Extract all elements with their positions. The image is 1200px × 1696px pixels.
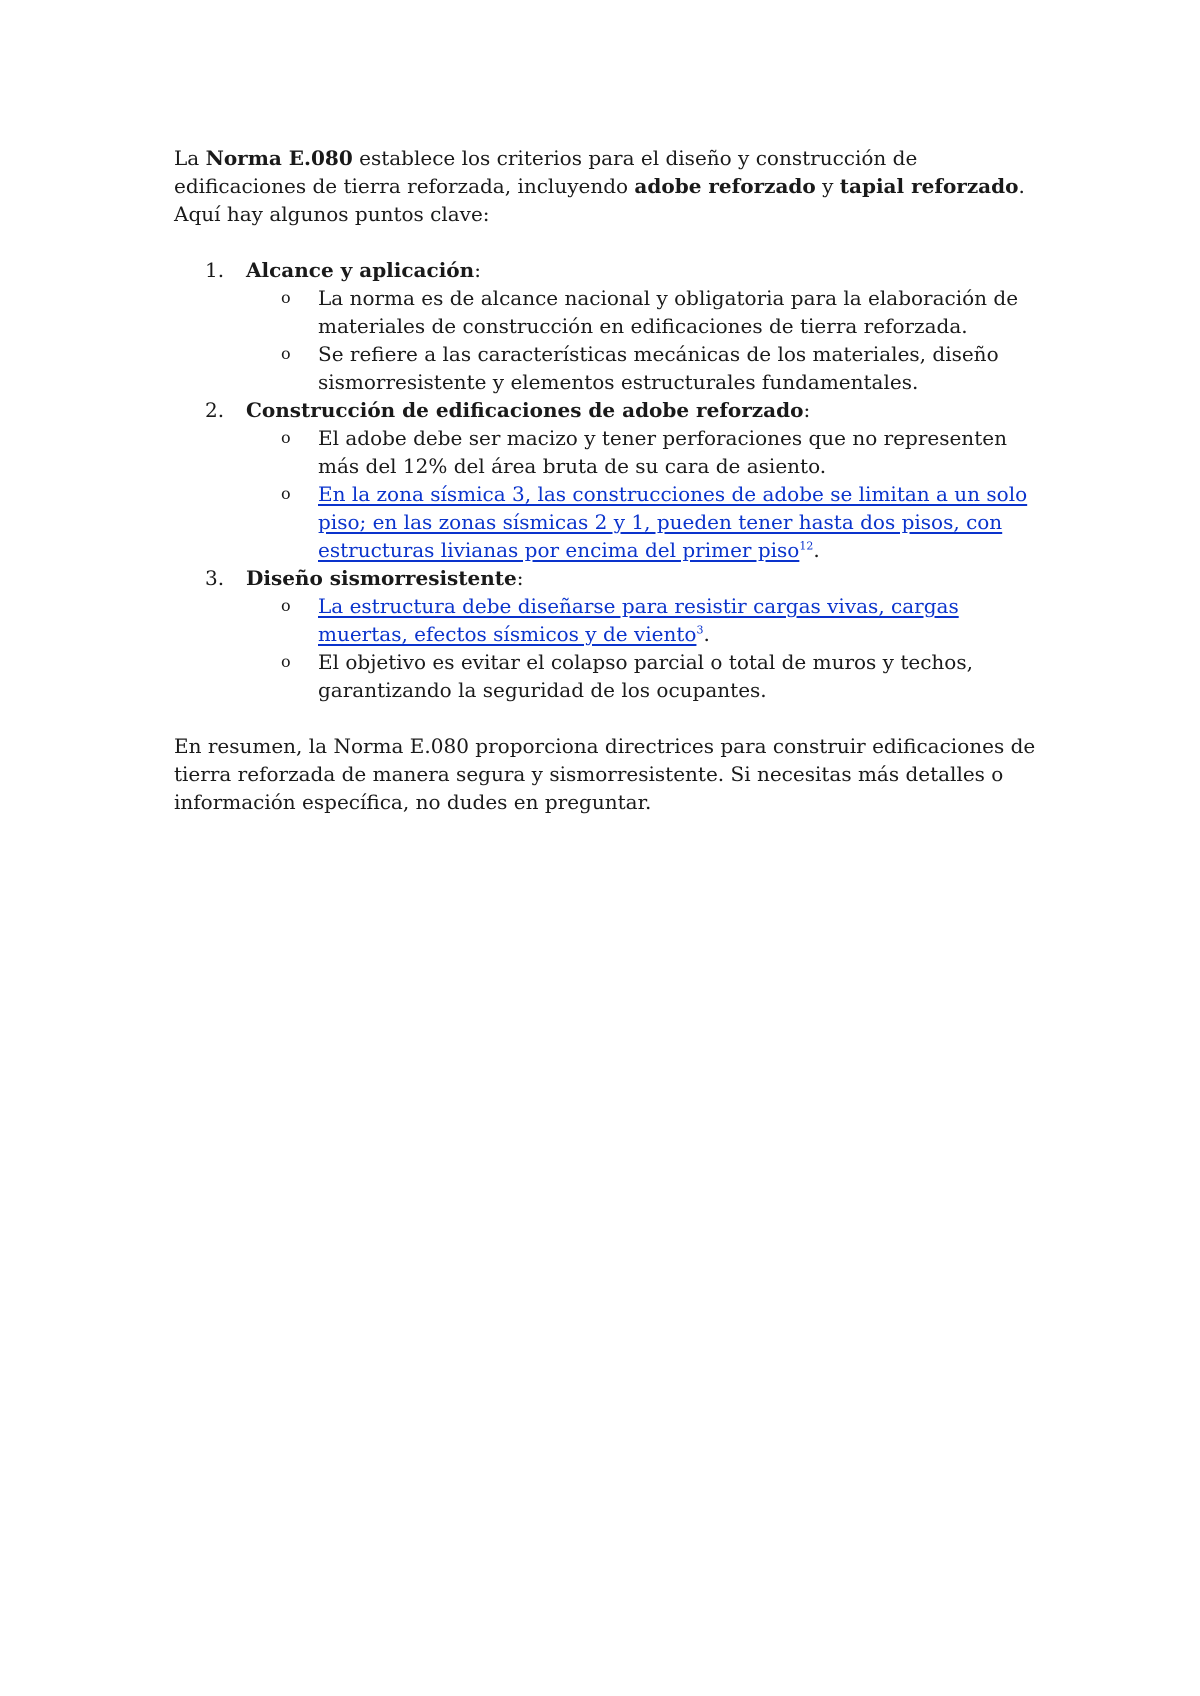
intro-text-3: y (815, 174, 840, 198)
document-page (174, 144, 1054, 816)
list-item-title: Construcción de edificaciones de adobe reforzado (246, 398, 804, 422)
intro-bold-norma: Norma E.080 (205, 146, 353, 170)
list-item-colon: : (474, 258, 481, 282)
sub-list-item (174, 480, 1054, 564)
citation-link[interactable]: En la zona sísmica 3, las construcciones de adobe se limitan a un solo piso; en las zonas sísmicas 2 y 1, pueden tener hasta dos pisos, con estructuras livianas por encima del primer piso (318, 482, 1028, 562)
sub-item-text: Se refiere a las características mecánicas de los materiales, diseño sismorresistente y elementos estructurales fundamentales. (318, 342, 999, 394)
intro-text-2: establece los criterios para el diseño y construcción de edificaciones de tierra reforzada, incluyendo (174, 146, 918, 198)
intro-text-4: . Aquí hay algunos puntos clave: (174, 174, 1025, 226)
list-item (174, 396, 1054, 564)
list-item-colon: : (516, 566, 524, 590)
key-points-list (174, 256, 1054, 704)
sub-list-item (174, 340, 1054, 396)
sub-list-item (174, 284, 1054, 340)
citation-link[interactable]: La estructura debe diseñarse para resistir cargas vivas, cargas muertas, efectos sísmicos y de viento (318, 594, 959, 646)
sub-list (246, 592, 1054, 704)
sub-list-item (174, 592, 1054, 648)
sub-item-text: La norma es de alcance nacional y obligatoria para la elaboración de materiales de construcción en edificaciones de tierra reforzada. (318, 286, 1019, 338)
sub-item-text: El adobe debe ser macizo y tener perforaciones que no representen más del 12% del área bruta de su cara de asiento. (318, 426, 1007, 478)
sub-item-end: . (813, 538, 820, 562)
sub-list-item (174, 424, 1054, 480)
intro-bold-adobe: adobe reforzado (634, 174, 816, 198)
list-item (174, 256, 1054, 396)
circle-bullet-icon: o (281, 596, 291, 615)
list-number: 3. (205, 566, 225, 590)
intro-text-1: La (174, 146, 206, 170)
sub-list-item (174, 648, 1054, 704)
list-item-title: Diseño sismorresistente (246, 566, 517, 590)
list-item-colon: : (803, 398, 811, 422)
circle-bullet-icon: o (281, 484, 291, 503)
circle-bullet-icon: o (281, 428, 291, 447)
intro-bold-tapial: tapial reforzado (839, 174, 1019, 198)
citation-superscript[interactable]: 12 (799, 539, 814, 553)
list-number: 2. (205, 398, 225, 422)
sub-item-end: . (703, 622, 710, 646)
sub-item-text (318, 480, 1054, 564)
sub-list (246, 284, 1054, 396)
sub-list (246, 424, 1054, 564)
sub-item-text: El objetivo es evitar el colapso parcial o total de muros y techos, garantizando la seguridad de los ocupantes. (318, 650, 973, 702)
list-number: 1. (205, 258, 225, 282)
circle-bullet-icon: o (281, 652, 291, 671)
list-item-title: Alcance y aplicación (246, 258, 475, 282)
citation-superscript[interactable]: 3 (696, 623, 704, 637)
list-item (174, 564, 1054, 704)
circle-bullet-icon: o (281, 288, 291, 307)
sub-item-text (318, 592, 1054, 648)
intro-paragraph (174, 144, 1054, 228)
circle-bullet-icon: o (281, 344, 291, 363)
summary-paragraph: En resumen, la Norma E.080 proporciona directrices para construir edificaciones de tierra reforzada de manera segura y sismorresistente. Si necesitas más detalles o información específica, no dudes en preguntar. (174, 734, 1036, 814)
